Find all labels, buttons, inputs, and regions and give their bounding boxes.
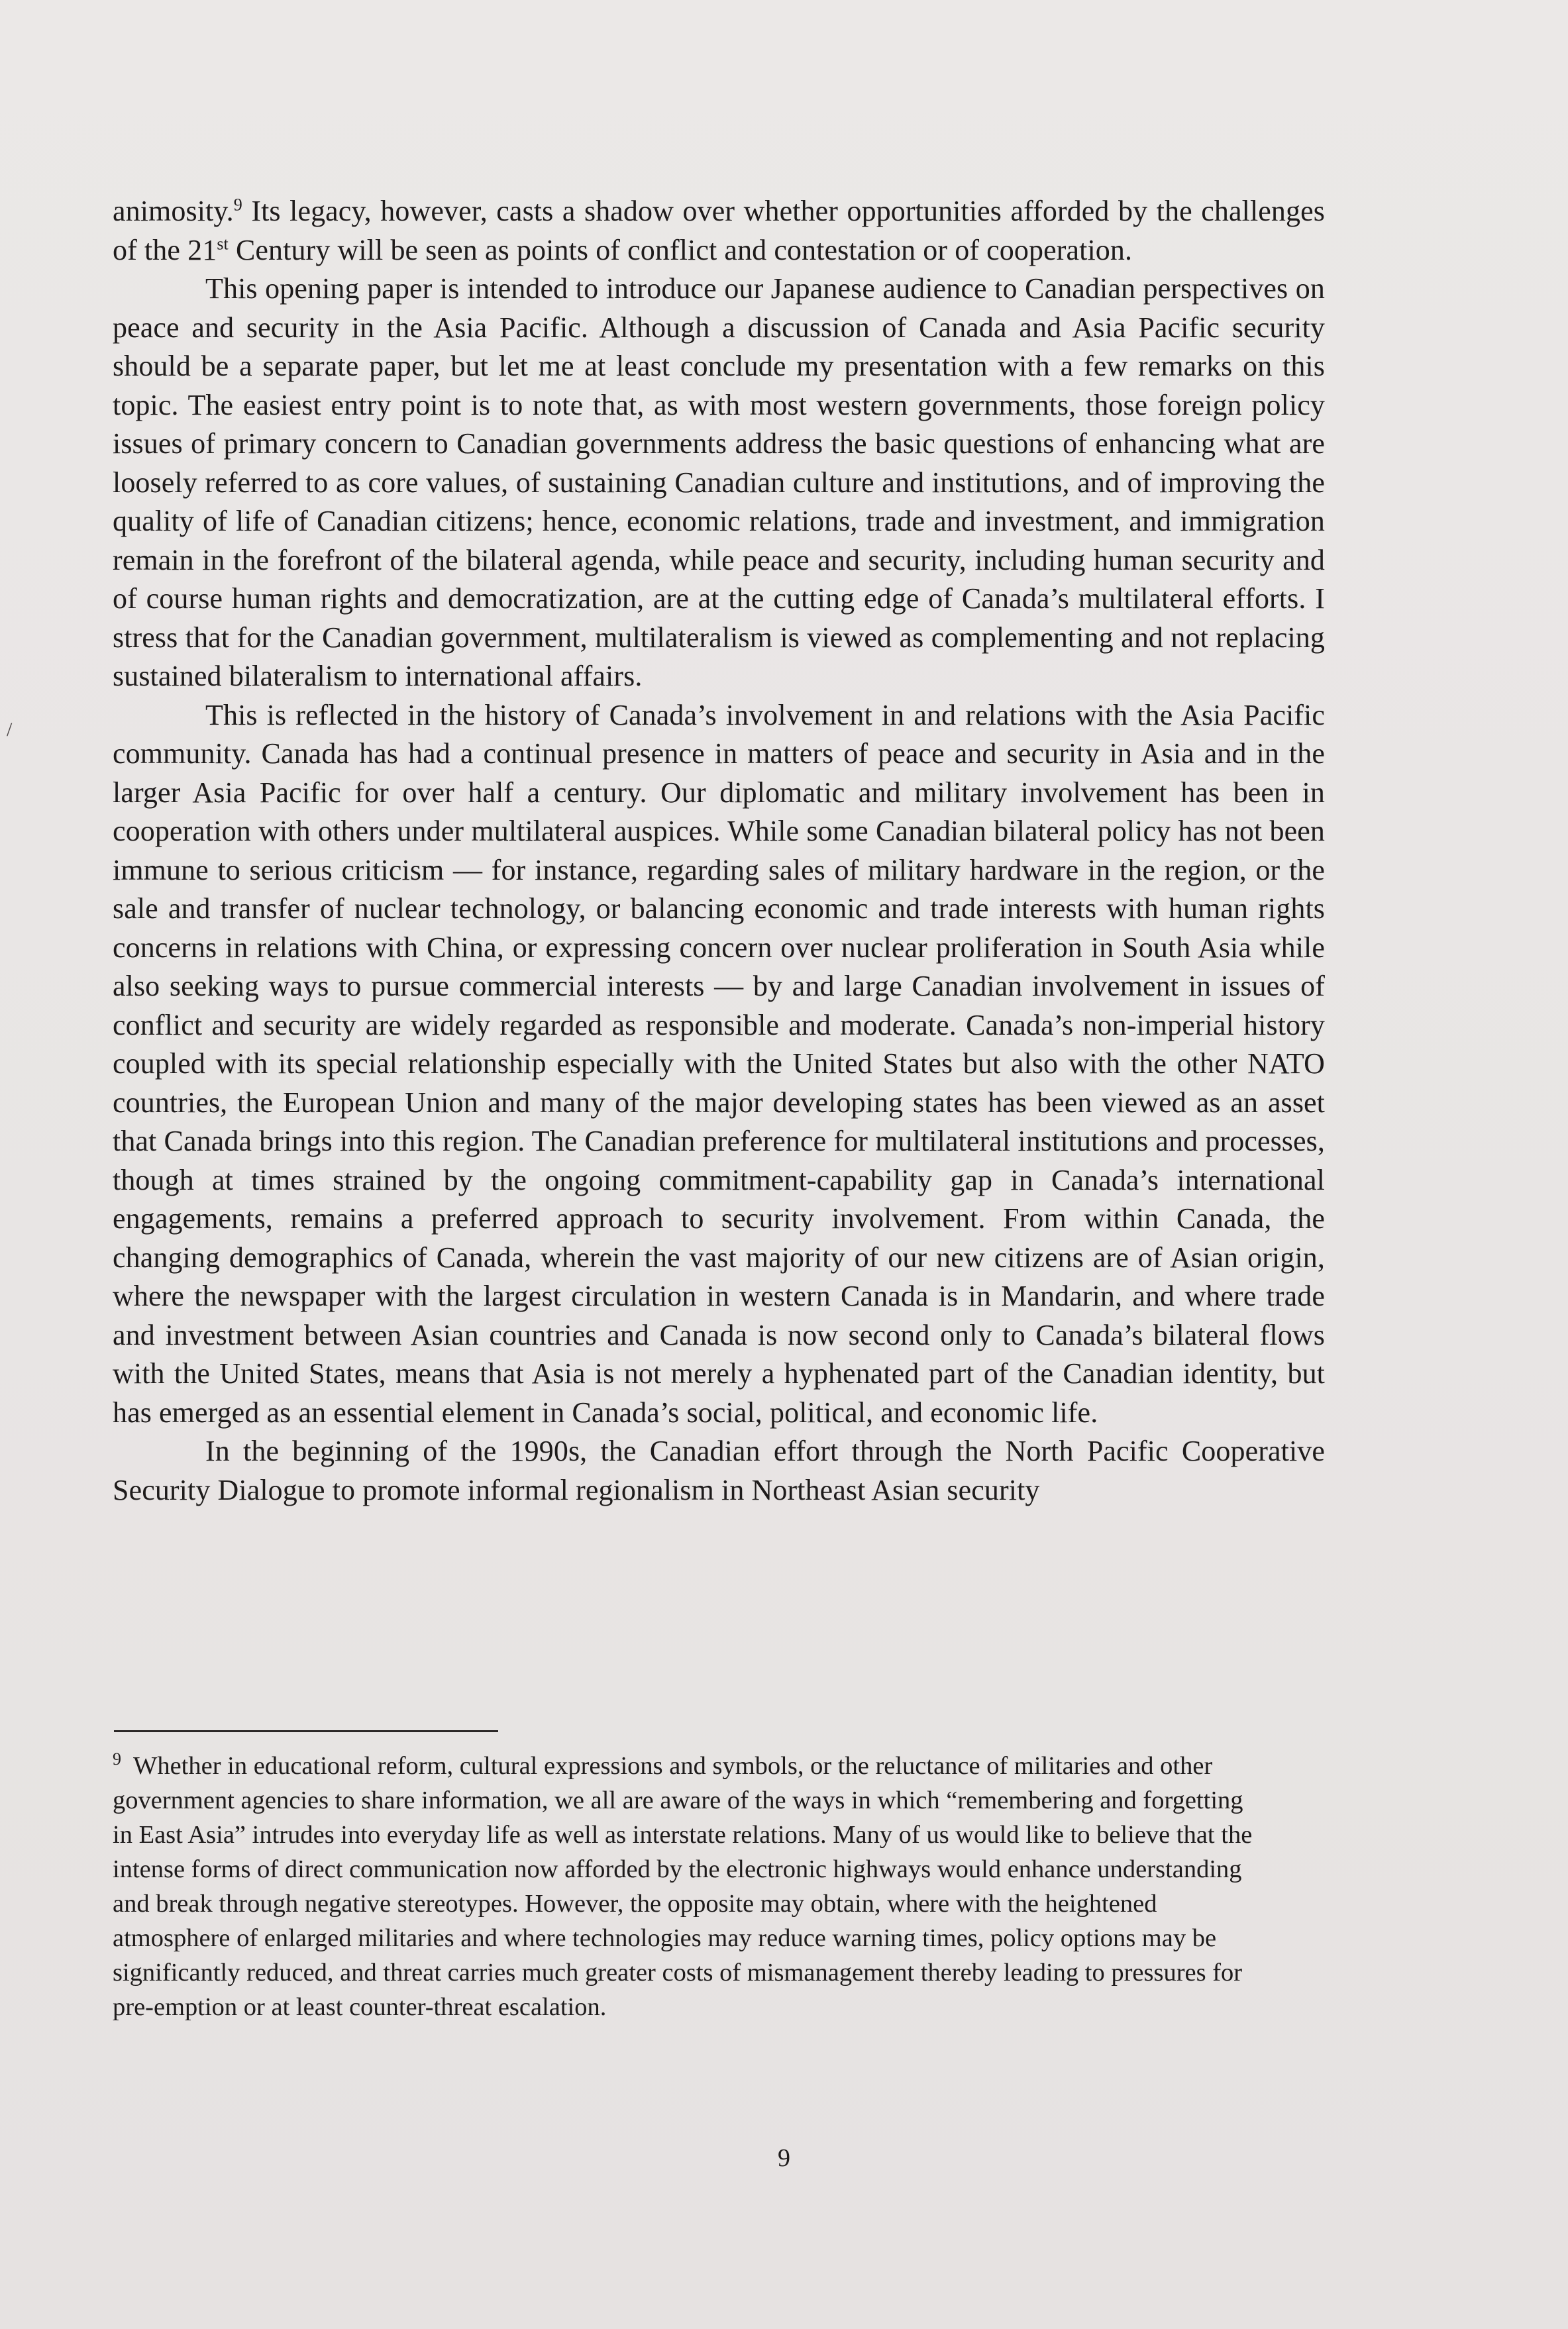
paragraph-1: [113, 192, 1325, 270]
paragraph-3: This is reflected in the history of Canada’s involvement in and relations with the Asia Pacific community. Canada has had a continual presence in matters of peace and security in Asia and in the larger Asia Pacific for over half a century. Our diplomatic and military involvement has been in cooperation with others under multilateral auspices. While some Canadian bilateral policy has not been immune to serious criticism — for instance, regarding sales of military hardware in the region, or the sale and transfer of nuclear technology, or balancing economic and trade interests with human rights concerns in relations with China, or expressing concern over nuclear proliferation in South Asia while also seeking ways to pursue commercial interests — by and large Canadian involvement in issues of conflict and security are widely regarded as responsible and moderate. Canada’s non-imperial history coupled with its special relationship especially with the United States but also with the other NATO countries, the European Union and many of the major developing states has been viewed as an asset that Canada brings into this region. The Canadian preference for multilateral institutions and processes, though at times strained by the ongoing commitment-capability gap in Canada’s international engagements, remains a preferred approach to security involvement. From within Canada, the changing demographics of Canada, wherein the vast majority of our new citizens are of Asian origin, where the newspaper with the largest circulation in western Canada is in Mandarin, and where trade and investment between Asian countries and Canada is now second only to Canada’s bilateral flows with the United States, means that Asia is not merely a hyphenated part of the Canadian identity, but has emerged as an essential element in Canada’s social, political, and economic life.: [113, 698, 1325, 1429]
paragraph-1-middle: Its legacy, however, casts a shadow over whether opportunities afforded by the challenges of the 21: [113, 195, 1325, 266]
page-number: 9: [778, 2144, 790, 2172]
footnote-9: [113, 1749, 1259, 2024]
paragraph-1-lead: animosity.: [113, 195, 234, 227]
footnote-divider: [114, 1730, 498, 1732]
margin-mark: /: [7, 719, 13, 741]
footnote: [113, 1749, 1259, 2024]
ordinal-suffix: st: [217, 233, 229, 253]
footnote-text: Whether in educational reform, cultural expressions and symbols, or the reluctance of militaries and other government agencies to share information, we all are aware of the ways in which “remembering and forgetting in East Asia” intrudes into everyday life as well as interstate relations. Many of us would like to believe that the intense forms of direct communication now afforded by the electronic highways would enhance understanding and break through negative stereotypes. However, the opposite may obtain, where with the heightened atmosphere of enlarged militaries and where technologies may reduce warning times, policy options may be significantly reduced, and threat carries much greater costs of mismanagement thereby leading to pressures for pre-emption or at least counter-threat escalation.: [113, 1752, 1253, 2021]
paragraph-4: In the beginning of the 1990s, the Canadian effort through the North Pacific Cooperative Security Dialogue to promote informal regionalism in Northeast Asian security: [113, 1435, 1325, 1506]
main-text: [113, 192, 1325, 1510]
footnote-reference: 9: [233, 195, 242, 215]
paragraph-1-end: Century will be seen as points of conflict and contestation or of cooperation.: [228, 233, 1133, 266]
footnote-mark: 9: [113, 1749, 121, 1769]
paragraph-2: This opening paper is intended to introduce our Japanese audience to Canadian perspectives on peace and security in the Asia Pacific. Although a discussion of Canada and Asia Pacific security should be a separate paper, but let me at least conclude my presentation with a few remarks on this topic. The easiest entry point is to note that, as with most western governments, those foreign policy issues of primary concern to Canadian governments address the basic questions of enhancing what are loosely referred to as core values, of sustaining Canadian culture and institutions, and of improving the quality of life of Canadian citizens; hence, economic relations, trade and investment, and immigration remain in the forefront of the bilateral agenda, while peace and security, including human security and of course human rights and democratization, are at the cutting edge of Canada’s multilateral efforts. I stress that for the Canadian government, multilateralism is viewed as complementing and not replacing sustained bilateralism to international affairs.: [113, 272, 1325, 692]
